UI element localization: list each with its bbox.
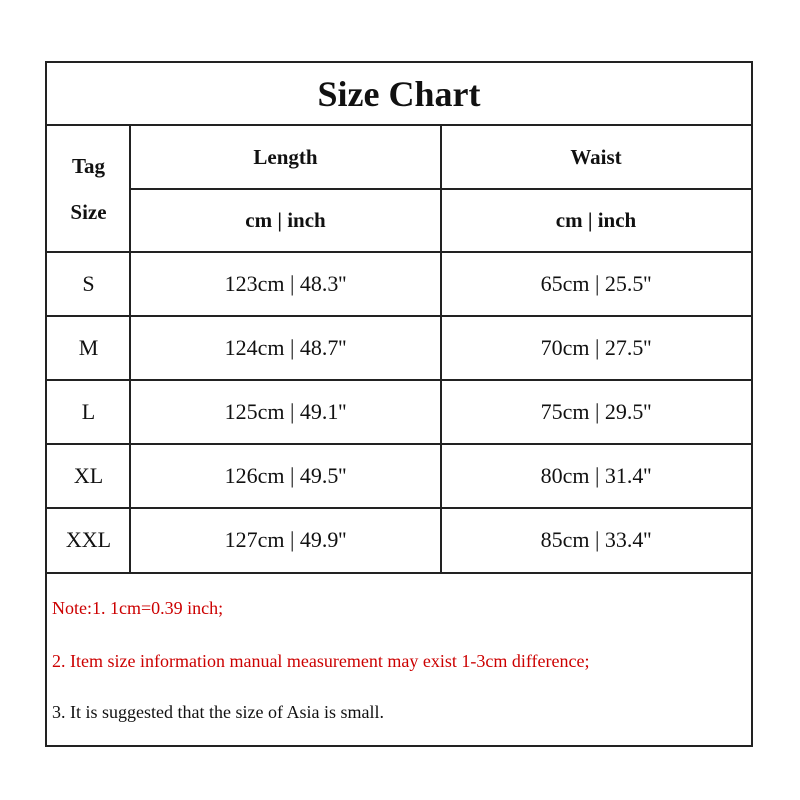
length-cell: 123cm | 48.3''	[224, 271, 347, 296]
size-chart-table	[45, 61, 753, 747]
row-divider	[47, 443, 751, 445]
length-cell: 125cm | 49.1''	[224, 399, 347, 424]
length-header: Length	[253, 145, 318, 169]
waist-cell: 75cm | 29.5''	[540, 399, 652, 424]
row-divider	[47, 315, 751, 317]
chart-title: Size Chart	[47, 63, 751, 126]
waist-cell: 65cm | 25.5''	[540, 271, 652, 296]
size-cell: M	[78, 335, 99, 360]
size-cell: L	[81, 399, 96, 424]
size-cell: S	[82, 271, 95, 296]
waist-cell: 70cm | 27.5''	[540, 335, 652, 360]
row-divider	[47, 507, 751, 509]
note-2: 2. Item size information manual measurement may exist 1-3cm difference;	[52, 651, 590, 671]
waist-cell: 85cm | 33.4''	[540, 527, 652, 552]
length-cell: 124cm | 48.7''	[224, 335, 347, 360]
row-divider	[130, 188, 751, 190]
tag-label: Tag	[71, 154, 106, 178]
tag-size-header	[47, 126, 130, 252]
length-cell: 126cm | 49.5''	[224, 463, 347, 488]
column-divider	[440, 126, 442, 572]
note-1: Note:1. 1cm=0.39 inch;	[52, 598, 224, 618]
length-units-header: cm | inch	[245, 208, 326, 232]
size-label: Size	[70, 200, 107, 224]
notes-section	[47, 572, 751, 745]
column-divider	[129, 126, 131, 572]
size-cell: XXL	[65, 527, 112, 552]
row-divider	[47, 379, 751, 381]
waist-cell: 80cm | 31.4''	[540, 463, 652, 488]
note-3: 3. It is suggested that the size of Asia is small.	[52, 702, 384, 722]
size-grid	[47, 126, 751, 572]
row-divider	[47, 251, 751, 253]
size-cell: XL	[73, 463, 104, 488]
waist-header: Waist	[570, 145, 622, 169]
length-cell: 127cm | 49.9''	[224, 527, 347, 552]
waist-units-header: cm | inch	[555, 208, 637, 232]
